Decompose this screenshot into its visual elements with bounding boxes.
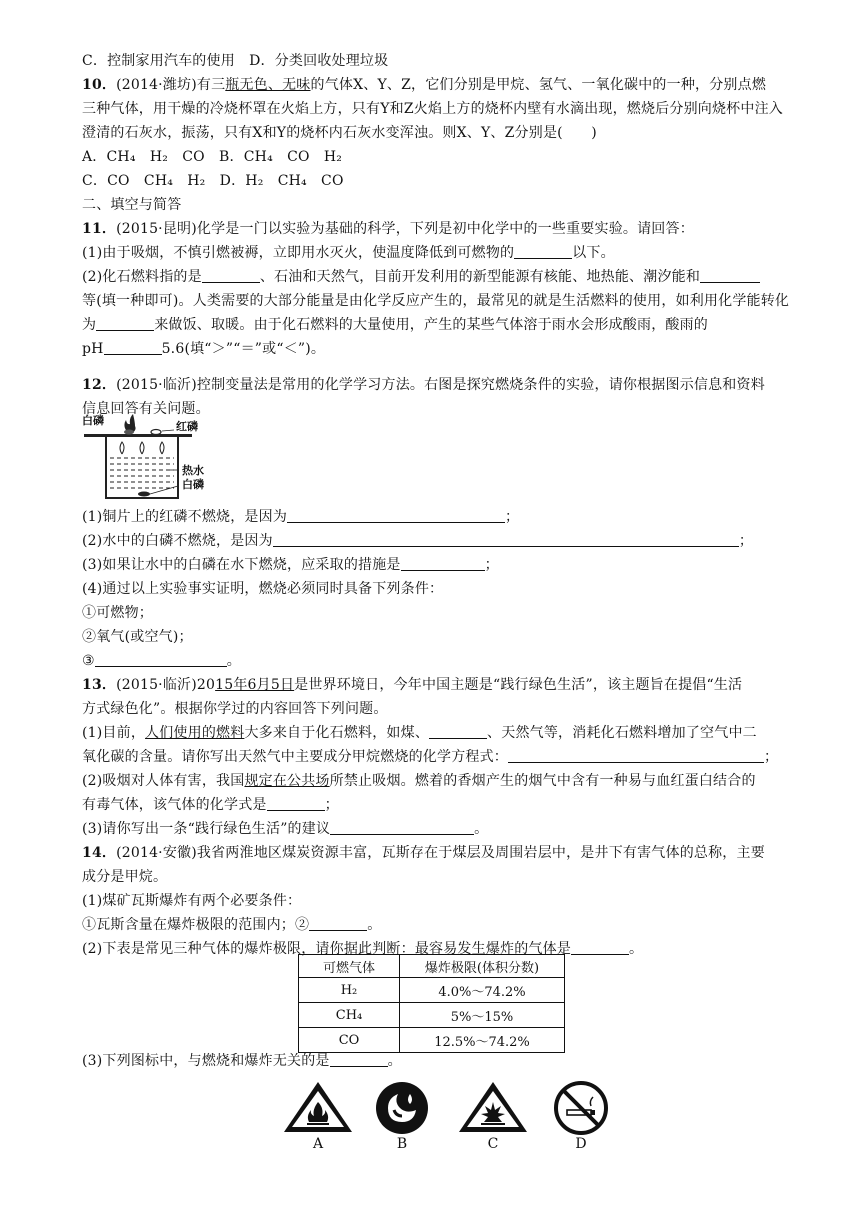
column-header-gas: 可燃气体 (299, 955, 400, 978)
sign-a (282, 1080, 354, 1158)
answer-blank[interactable] (287, 507, 505, 523)
answer-blank[interactable] (202, 267, 260, 283)
table-row (299, 978, 565, 1003)
q13-part-1: (1)目前，人们使用的燃料大多来自于化石燃料，如煤、 、天然气等，消耗化石燃料增加了空气中二 (82, 725, 757, 741)
table-header-row (299, 955, 565, 978)
q10-line-3: 澄清的石灰水，振荡，只有X和Y的烧杯内石灰水变浑浊。则X、Y、Z分别是( ) (82, 125, 597, 141)
q12-part-1: (1)铜片上的红磷不燃烧，是因为 ； (82, 509, 520, 525)
q10-line-2: 三种气体，用干燥的冷烧杯罩在火焰上方，只有Y和Z火焰上方的烧杯内壁有水滴出现，燃烧后分别向烧杯中注入 (82, 101, 783, 117)
answer-blank[interactable] (700, 267, 760, 283)
column-header-limit: 爆炸极限(体积分数) (400, 955, 565, 978)
section-2-heading: 二、填空与简答 (82, 197, 182, 213)
q14-part-2: (2)下表是常见三种气体的爆炸极限，请你据此判断：最容易发生爆炸的气体是 。 (82, 941, 644, 957)
q13-stem: 13．(2015·临沂)2015年6月5日是世界环境日，今年中国主题是“践行绿色生活”，该主题旨在提倡“生活 (82, 677, 743, 693)
sign-c-label: C (487, 1136, 499, 1152)
q12-condition-1: ①可燃物； (82, 605, 153, 621)
explosion-limit-table (298, 954, 565, 1053)
sign-b (366, 1080, 438, 1158)
q11-part-2-cont: 等(填一种即可)。人类需要的大部分能量是由化学反应产生的，最常见的就是生活燃料的使用，如利用化学能转化 (82, 293, 790, 309)
red-phosphorus (151, 430, 161, 435)
q12-stem: 12．(2015·临沂)控制变量法是常用的化学学习方法。右图是探究燃烧条件的实验，请你根据图示信息和资料 (82, 377, 765, 393)
sign-d-label: D (575, 1136, 587, 1152)
q11-stem: 11．(2015·昆明)化学是一门以实验为基础的科学，下列是初中化学中的一些重要实验。请回答： (82, 221, 694, 237)
q13-part-2: (2)吸烟对人体有害，我国规定在公共场所禁止吸烟。燃着的香烟产生的烟气中含有一种易与血红蛋白结合的 (82, 773, 756, 789)
answer-blank[interactable] (96, 315, 154, 331)
q10-line-1: 10．(2014·潍坊)有三瓶无色、无味的气体X、Y、Z，它们分别是甲烷、氢气、一氧化碳中的一种，分别点燃 (82, 77, 767, 93)
q12-condition-3: ③ 。 (82, 653, 241, 669)
answer-blank[interactable] (429, 723, 487, 739)
no-smoking-icon (545, 1080, 617, 1136)
cell-limit: 4.0%～74.2% (400, 978, 565, 1003)
q14-stem: 14．(2014·安徽)我省两淮地区煤炭资源丰富，瓦斯存在于煤层及周围岩层中，是井下有害气体的总称，主要 (82, 845, 765, 861)
answer-blank[interactable] (508, 747, 764, 763)
cell-limit: 5%～15% (400, 1003, 565, 1028)
q13-part-3: (3)请你写出一条“践行绿色生活”的建议 。 (82, 821, 489, 837)
q11-part-2: (2)化石燃料指的是 、石油和天然气，目前开发利用的新型能源有核能、地热能、潮汐能和 (82, 266, 782, 288)
explosive-warning-icon (457, 1080, 529, 1136)
copper-plate (84, 434, 192, 437)
q10-options-ab: A．CH₄ H₂ CO B．CH₄ CO H₂ (82, 149, 343, 165)
label-red-phosphorus: 红磷 (176, 420, 198, 433)
cell-gas: CO (299, 1028, 400, 1053)
label-hot-water: 热水 (182, 464, 204, 477)
q13-part-2-cont: 有毒气体，该气体的化学式是 ； (82, 797, 339, 813)
q14-stem-cont: 成分是甲烷。 (82, 869, 168, 885)
answer-blank[interactable] (330, 819, 474, 835)
answer-blank[interactable] (267, 795, 325, 811)
label-white-phosphorus-bottom: 白磷 (182, 478, 204, 491)
flammable-warning-icon (282, 1080, 354, 1136)
answer-blank[interactable] (95, 651, 227, 667)
q9-option-cd: C．控制家用汽车的使用 D．分类回收处理垃圾 (82, 53, 389, 69)
water-saving-icon (366, 1080, 438, 1136)
answer-blank[interactable] (571, 939, 629, 955)
q13-part-1-cont: 氧化碳的含量。请你写出天然气中主要成分甲烷燃烧的化学方程式： ； (82, 749, 779, 765)
q10-options-cd: C．CO CH₄ H₂ D．H₂ CH₄ CO (82, 173, 344, 189)
cell-gas: H₂ (299, 978, 400, 1003)
sign-d (545, 1080, 617, 1158)
table-row (299, 1003, 565, 1028)
q11-part-2-cont3: pH 5.6(填“＞”“＝”或“＜”)。 (82, 341, 326, 357)
table-row (299, 1028, 565, 1053)
combustion-experiment-figure (82, 414, 212, 514)
sign-b-label: B (396, 1136, 408, 1152)
q11-part-2-cont2: 为 来做饭、取暖。由于化石燃料的大量使用，产生的某些气体溶于雨水会形成酸雨，酸雨的 (82, 317, 709, 333)
q12-part-3: (3)如果让水中的白磷在水下燃烧，应采取的措施是 ； (82, 557, 499, 573)
q14-part-1-cond: ①瓦斯含量在爆炸极限的范围内；② 。 (82, 917, 382, 933)
q14-part-1: (1)煤矿瓦斯爆炸有两个必要条件： (82, 893, 302, 909)
hot-water (110, 458, 174, 488)
answer-blank[interactable] (273, 531, 739, 547)
answer-blank[interactable] (330, 1051, 388, 1067)
q12-part-2: (2)水中的白磷不燃烧，是因为 ； (82, 533, 754, 549)
q14-part-3: (3)下列图标中，与燃烧和爆炸无关的是 。 (82, 1053, 402, 1069)
answer-blank[interactable] (401, 555, 485, 571)
q11-part-1: (1)由于吸烟，不慎引燃被褥，立即用水灭火，使温度降低到可燃物的 以下。 (82, 245, 615, 261)
answer-blank[interactable] (309, 915, 367, 931)
label-white-phosphorus-top: 白磷 (82, 414, 104, 427)
q12-stem-cont: 信息回答有关问题。 (82, 401, 210, 417)
sign-a-label: A (312, 1136, 324, 1152)
cell-gas: CH₄ (299, 1003, 400, 1028)
white-phosphorus-underwater (138, 492, 150, 497)
q12-condition-2: ②氧气(或空气)； (82, 629, 193, 645)
q13-stem-cont: 方式绿色化”。根据你学过的内容回答下列问题。 (82, 701, 388, 717)
cell-limit: 12.5%～74.2% (400, 1028, 565, 1053)
answer-blank[interactable] (514, 243, 572, 259)
answer-blank[interactable] (104, 339, 162, 355)
q12-part-4: (4)通过以上实验事实证明，燃烧必须同时具备下列条件： (82, 581, 444, 597)
sign-c (457, 1080, 529, 1158)
